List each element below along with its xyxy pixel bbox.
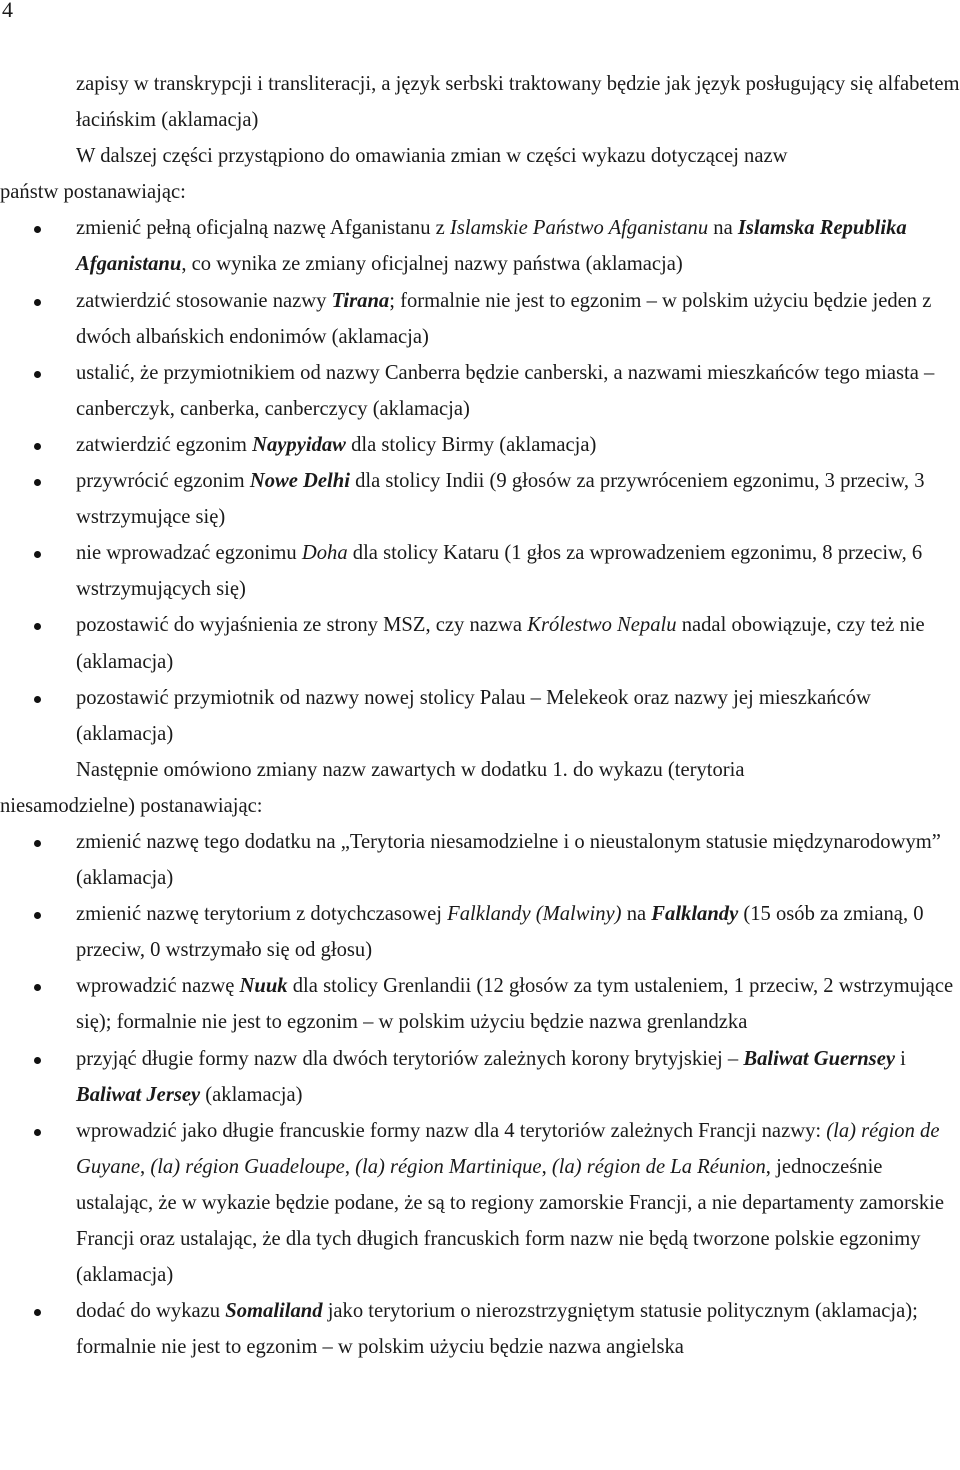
list-item: [0, 283, 960, 355]
list-item-text: dla stolicy Grenlandii (12 głosów za tym ustaleniem, 1 przeciw, 2 wstrzymujące się); formalnie nie jest to egzonim – w polskim użyciu będzie nazwa grenlandzka: [76, 975, 954, 1034]
emphasized-name: (la) région de Guyane: [76, 1119, 940, 1178]
list-item: [0, 607, 960, 679]
emphasized-name: Nuuk: [239, 975, 288, 998]
bullet-icon: [34, 984, 41, 991]
list-item-text: na: [708, 217, 738, 240]
list-item-text: na: [621, 903, 652, 926]
paragraph-intro-territories-line2: niesamodzielne) postanawiając:: [0, 794, 263, 817]
territory-changes-list: [0, 824, 960, 1365]
list-item-text: (15 osób za zmianą, 0 przeciw, 0 wstrzymało się od głosu): [76, 903, 924, 962]
bullet-icon: [34, 840, 41, 847]
list-item: [0, 355, 960, 427]
list-item-text: ,: [541, 1155, 552, 1178]
list-item: [0, 427, 960, 463]
list-item-text: zatwierdzić egzonim: [76, 433, 253, 456]
bullet-icon: [34, 623, 41, 630]
list-item-text: przywrócić egzonim: [76, 470, 250, 493]
list-item-text: (aklamacja): [200, 1083, 303, 1106]
list-item-text: zatwierdzić stosowanie nazwy: [76, 289, 332, 312]
paragraph-continuation: zapisy w transkrypcji i transliteracji, a język serbski traktowany będzie jak język posługujący się alfabetem łacińskim (aklamacja): [76, 73, 960, 132]
list-item-text: ,: [140, 1155, 151, 1178]
emphasized-name: (la) région Guadeloupe: [150, 1155, 345, 1178]
emphasized-name: (la) région de La Réunion: [551, 1155, 766, 1178]
emphasized-name: (la) région Martinique: [355, 1155, 542, 1178]
list-item-text: wprowadzić jako długie francuskie formy nazw dla 4 terytoriów zależnych Francji nazwy:: [76, 1119, 827, 1142]
emphasized-name: Islamskie Państwo Afganistanu: [449, 217, 709, 240]
list-item-text: dla stolicy Birmy (aklamacja): [345, 433, 597, 456]
list-item-text: nadal obowiązuje, czy też nie (aklamacja): [76, 614, 925, 673]
emphasized-name: Falklandy (Malwiny): [447, 903, 622, 926]
emphasized-name: Islamska Republika Afganistanu: [76, 217, 907, 276]
emphasized-name: Tirana: [331, 289, 390, 312]
list-item: [0, 680, 960, 752]
bullet-icon: [34, 299, 41, 306]
list-item-text: ; formalnie nie jest to egzonim – w polskim użyciu będzie jeden z dwóch albańskich endonimów (aklamacja): [76, 289, 932, 348]
paragraph-intro-countries: [0, 138, 960, 210]
paragraph-intro-countries-line1: W dalszej części przystąpiono do omawiania zmian w części wykazu dotyczącej nazw: [76, 145, 788, 168]
list-item: [0, 824, 960, 896]
list-item: [0, 463, 960, 535]
list-item: [0, 1041, 960, 1113]
emphasized-name: Doha: [301, 542, 348, 565]
list-item: [0, 968, 960, 1040]
bullet-icon: [34, 371, 41, 378]
emphasized-name: Baliwat Jersey: [76, 1083, 201, 1106]
list-item-text: pozostawić przymiotnik od nazwy nowej stolicy Palau – Melekeok oraz nazwy jej mieszkańców (aklamacja): [76, 686, 871, 745]
list-item-text: dla stolicy Kataru (1 głos za wprowadzeniem egzonimu, 8 przeciw, 6 wstrzymujących się): [76, 542, 923, 601]
bullet-icon: [34, 696, 41, 703]
list-item-text: zmienić nazwę tego dodatku na „Terytoria niesamodzielne i o nieustalonym statusie międzynarodowym” (aklamacja): [76, 830, 941, 890]
list-item: [0, 210, 960, 282]
list-item-text: nie wprowadzać egzonimu: [76, 542, 302, 565]
bullet-icon: [34, 912, 41, 919]
emphasized-name: Somaliland: [225, 1300, 323, 1323]
paragraph-intro-countries-line2: państw postanawiając:: [0, 181, 186, 204]
bullet-icon: [34, 443, 41, 450]
bullet-icon: [34, 1129, 41, 1136]
emphasized-name: Baliwat Guernsey: [743, 1047, 895, 1070]
document-body: [0, 66, 960, 1365]
paragraph-intro-territories: [0, 752, 960, 824]
list-item-text: ustalić, że przymiotnikiem od nazwy Canberra będzie canberski, a nazwami mieszkańców tego miasta – canberczyk, canberka, canberczycy (aklamacja): [76, 361, 935, 420]
emphasized-name: Falklandy: [651, 903, 739, 926]
list-item-text: , co wynika ze zmiany oficjalnej nazwy państwa (aklamacja): [181, 253, 683, 276]
page-number: 4: [2, 0, 13, 22]
list-item-text: dla stolicy Indii (9 głosów za przywróceniem egzonimu, 3 przeciw, 3 wstrzymujące się): [76, 470, 925, 529]
emphasized-name: Naypyidaw: [252, 433, 346, 456]
list-item-text: wprowadzić nazwę: [76, 975, 240, 998]
bullet-icon: [34, 551, 41, 558]
emphasized-name: Królestwo Nepalu: [527, 614, 677, 637]
list-item: [0, 535, 960, 607]
list-item: [0, 1113, 960, 1293]
bullet-icon: [34, 1309, 41, 1316]
paragraph-intro-territories-line1: Następnie omówiono zmiany nazw zawartych w dodatku 1. do wykazu (terytoria: [76, 758, 745, 781]
country-changes-list: [0, 210, 960, 751]
list-item-text: zmienić pełną oficjalną nazwę Afganistanu z: [76, 217, 450, 240]
emphasized-name: Nowe Delhi: [249, 470, 350, 493]
list-item: [0, 1293, 960, 1365]
list-item-text: jako terytorium o nierozstrzygniętym statusie politycznym (aklamacja); formalnie nie jest to egzonim – w polskim użyciu będzie nazwa angielska: [76, 1300, 918, 1359]
bullet-icon: [34, 479, 41, 486]
bullet-icon: [34, 226, 41, 233]
bullet-icon: [34, 1057, 41, 1064]
list-item-text: przyjąć długie formy nazw dla dwóch terytoriów zależnych korony brytyjskiej –: [76, 1047, 744, 1070]
list-item: [0, 896, 960, 968]
list-item-text: i: [894, 1047, 906, 1070]
list-item-text: , jednocześnie ustalając, że w wykazie będzie podane, że są to regiony zamorskie Francji, a nie departamenty zamorskie Francji oraz ustalając, że dla tych długich francuskich form nazw nie będą tworzone polskie egzonimy (aklamacja): [76, 1155, 944, 1287]
list-item-text: dodać do wykazu: [76, 1300, 226, 1323]
list-item-text: pozostawić do wyjaśnienia ze strony MSZ, czy nazwa: [76, 614, 528, 637]
list-item-text: ,: [344, 1155, 356, 1178]
list-item-text: zmienić nazwę terytorium z dotychczasowej: [76, 903, 448, 926]
